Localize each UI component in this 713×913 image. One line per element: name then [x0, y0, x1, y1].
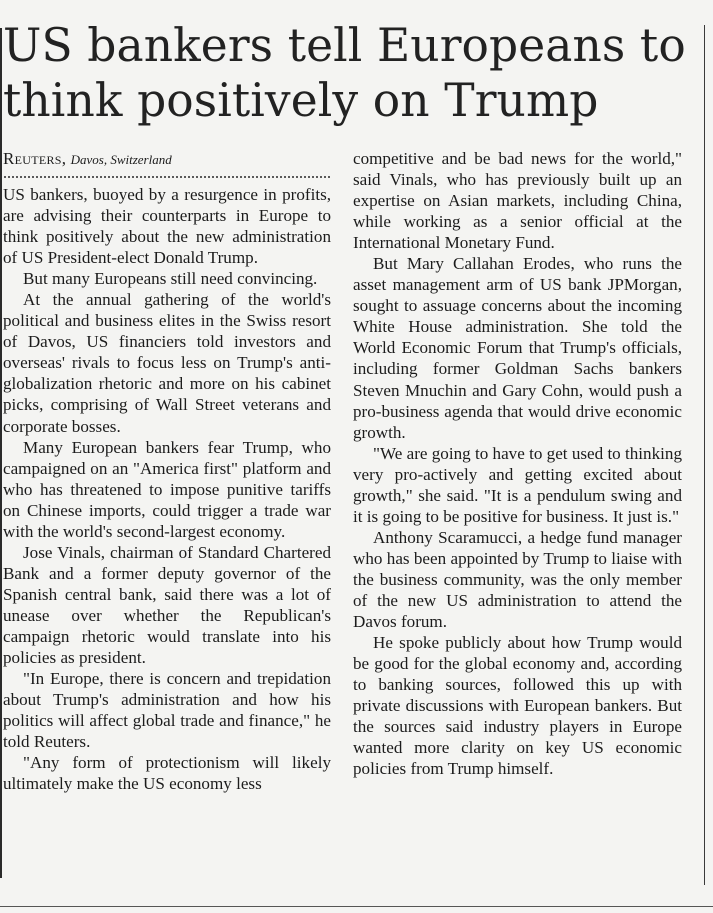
- byline: [3, 148, 331, 169]
- paragraph: At the annual gathering of the world's political and business elites in the Swiss resort of Davos, US financiers told investors and overseas' rivals to focus less on Trump's anti-globalization rhetoric and more on his cabinet picks, comprising of Wall Street veterans and corporate bosses.: [3, 290, 331, 436]
- paragraph: Many European bankers fear Trump, who campaigned on an "America first" platform and who has threatened to impose punitive tariffs on Chinese imports, could trigger a trade war with the world's second-largest economy.: [3, 437, 331, 541]
- paragraph: "We are going to have to get used to thinking very pro-actively and getting excited about growth," she said. "It is a pendulum swing and it is going to be positive for business. It just is.": [353, 443, 682, 526]
- bottom-rule: [0, 906, 713, 907]
- right-edge-rule: [704, 25, 705, 885]
- paragraph: US bankers, buoyed by a resurgence in profits, are advising their counterparts in Europe to think positively about the new administration of US President-elect Donald Trump.: [3, 185, 331, 268]
- byline-agency: Reuters,: [3, 149, 67, 168]
- paragraph: "Any form of protectionism will likely ultimately make the US economy less: [3, 753, 331, 794]
- article-column-left: [3, 148, 331, 794]
- left-column-rule: [0, 28, 2, 878]
- paragraph: Anthony Scaramucci, a hedge fund manager who has been appointed by Trump to liaise with the business community, was the only member of the new US administration to attend the Davos forum.: [353, 527, 682, 632]
- dotted-separator: [3, 172, 331, 182]
- paragraph: But Mary Callahan Erodes, who runs the asset management arm of US bank JPMorgan, sought to assuage concerns about the incoming White House administration. She told the World Economic Forum that Trump's officials, including former Goldman Sachs bankers Steven Mnuchin and Gary Cohn, would push a pro-business agenda that would drive economic growth.: [353, 254, 682, 442]
- headline: US bankers tell Europeans to think positively on Trump: [3, 19, 686, 127]
- byline-location: Davos, Switzerland: [70, 152, 172, 167]
- paragraph: He spoke publicly about how Trump would be good for the global economy and, according to banking sources, followed this up with private discussions with European bankers. But the sources said industry players in Europe wanted more clarity on key US economic policies from Trump himself.: [353, 633, 682, 779]
- paragraph-continued: competitive and be bad news for the world," said Vinals, who has previously built up an expertise on Asian markets, including China, while working as a senior official at the International Monetary Fund.: [353, 149, 682, 253]
- paragraph: But many Europeans still need convincing.: [23, 269, 318, 289]
- paragraph: "In Europe, there is concern and trepidation about Trump's administration and how his politics will affect global trade and finance," he told Reuters.: [3, 669, 331, 752]
- article-column-right: [353, 148, 682, 779]
- paragraph: Jose Vinals, chairman of Standard Chartered Bank and a former deputy governor of the Spanish central bank, said there was a lot of unease over whether the Republican's campaign rhetoric would translate into his policies as president.: [3, 542, 331, 668]
